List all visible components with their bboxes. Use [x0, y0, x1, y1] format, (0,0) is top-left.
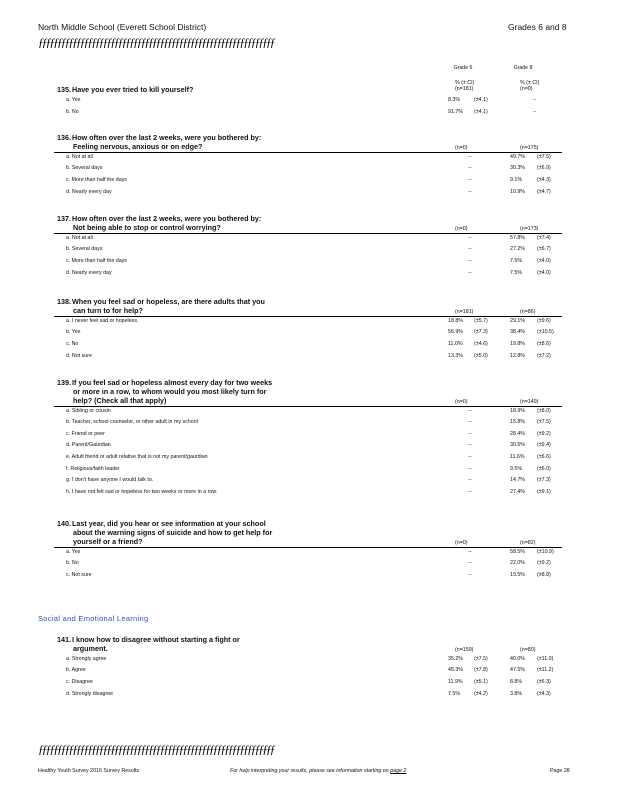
grade8-ci: (±4.3): [537, 177, 551, 183]
grade6-percent: --: [468, 407, 472, 414]
answer-option-label: a. Strongly agree: [66, 655, 107, 662]
school-name: North Middle School (Everett School District): [38, 22, 207, 32]
grade8-percent: 27.2%: [510, 246, 526, 253]
grade8-percent: 18.9%: [510, 407, 526, 414]
grade8-percent: 7.5%: [510, 269, 523, 276]
grade8-percent: 8.8%: [510, 679, 523, 685]
answer-option-label: b. Several days: [66, 246, 103, 253]
grade8-percent: 40.0%: [510, 655, 526, 662]
grade8-percent: 38.4%: [510, 329, 526, 336]
grade6-n-count: (n=0): [455, 144, 468, 151]
grade6-percent: 56.9%: [448, 329, 464, 336]
grade6-header: Grade 6: [453, 65, 473, 71]
grade8-ci: (±7.5): [537, 419, 551, 426]
question-text-line: help? (Check all that apply): [73, 395, 167, 405]
answer-option-label: b. No: [66, 560, 79, 567]
grade8-percent: 14.7%: [510, 477, 526, 484]
grade8-n-count: (n=86): [520, 308, 536, 315]
question-text-line: If you feel sad or hopeless almost every day for two weeks: [72, 378, 273, 387]
grade8-percent: 9.1%: [510, 177, 523, 183]
question-137: [57, 215, 261, 233]
grade6-ci: (±5.7): [474, 317, 488, 324]
grade8-ci: (±7.2): [537, 352, 551, 359]
grade6-percent: 35.2%: [448, 655, 464, 662]
answer-option-label: c. More than half the days: [66, 177, 127, 183]
grade8-ci: (±6.3): [537, 679, 551, 685]
question-135: [57, 86, 193, 95]
grade8-percent: 9.5%: [510, 465, 523, 472]
grade8-percent: 27.4%: [510, 488, 526, 495]
grade6-percent: --: [468, 454, 472, 460]
grade8-percent: 49.7%: [510, 153, 526, 160]
grade8-percent: 19.5%: [510, 571, 526, 578]
question-text-line: or more in a row, to whom would you most likely turn for: [73, 386, 267, 396]
answer-option-label: d. Not sure: [66, 352, 92, 359]
grade8-percent: 30.3%: [510, 165, 526, 172]
grade8-n-count: (n=149): [520, 398, 539, 405]
question-139: [57, 379, 272, 405]
answer-option-label: c. More than half the days: [66, 258, 127, 264]
answer-option-label: b. Agree: [66, 667, 86, 674]
grade8-ci: (±4.3): [537, 690, 551, 697]
grade8-percent: 57.8%: [510, 234, 526, 241]
grade6-pct-ci-label: % (± CI): [455, 80, 475, 86]
question-number: 137.: [57, 214, 71, 223]
grade6-percent: --: [468, 548, 472, 555]
answer-option-label: b. Teacher, school counselor, or other adult in my school: [66, 419, 198, 426]
question-138: [57, 298, 265, 316]
grade6-ci: (±4.1): [474, 97, 488, 103]
grade6-percent: --: [468, 430, 472, 437]
question-136: [57, 134, 261, 152]
grade6-percent: 8.3%: [448, 97, 461, 103]
footer-help-message: For help interpreting your results, please see information starting on: [230, 768, 389, 774]
question-text-line: Feeling nervous, anxious or on edge?: [73, 141, 203, 151]
answer-option-label: d. Strongly disagree: [66, 690, 114, 697]
question-number: 140.: [57, 519, 71, 528]
grade8-ci: (±6.6): [537, 454, 551, 460]
grade6-percent: --: [468, 269, 472, 276]
grade6-percent: --: [468, 153, 472, 160]
answer-option-label: c. No: [66, 341, 79, 347]
grade8-ci: (±10.5): [537, 329, 554, 336]
question-divider: [54, 316, 562, 317]
grade8-percent: 7.5%: [510, 258, 523, 264]
grade8-percent: 15.8%: [510, 419, 526, 426]
question-number: 136.: [57, 133, 71, 142]
grade8-ci: (±6.7): [537, 246, 551, 253]
answer-option-label: b. No: [66, 108, 79, 115]
question-140: [57, 520, 272, 546]
grade6-percent: 18.8%: [448, 317, 464, 324]
grade8-ci: (±11.2): [537, 667, 554, 674]
grade8-n-count: (n=173): [520, 225, 539, 232]
grade6-ci: (±5.0): [474, 352, 488, 359]
answer-option-label: c. Friend or peer: [66, 430, 105, 437]
grade6-ci: (±5.1): [474, 679, 488, 685]
grade6-percent: 45.3%: [448, 667, 464, 674]
grade6-percent: --: [468, 258, 472, 264]
grade8-n-count: (n=175): [520, 144, 539, 151]
answer-option-label: a. Not at all: [66, 153, 93, 160]
grade6-n-count: (n=0): [455, 398, 468, 405]
grade6-percent: --: [468, 234, 472, 241]
bottom-decorative-rule: ƒƒƒƒƒƒƒƒƒƒƒƒƒƒƒƒƒƒƒƒƒƒƒƒƒƒƒƒƒƒƒƒƒƒƒƒƒƒƒƒƒƒƒƒƒƒƒƒƒƒƒƒƒƒƒƒƒƒƒƒƒƒ: [38, 742, 274, 756]
grade8-ci: (±9.6): [537, 317, 551, 324]
question-text-line: can turn to for help?: [73, 305, 143, 315]
answer-option-label: g. I don't have anyone I would talk to.: [66, 477, 154, 484]
answer-option-label: d. Nearly every day: [66, 269, 112, 276]
grade6-percent: --: [468, 246, 472, 253]
grade6-n-count: (n=159): [455, 646, 474, 653]
grade6-percent: --: [468, 465, 472, 472]
grade8-ci: (±4.7): [537, 188, 551, 195]
question-divider: [54, 406, 562, 407]
grade6-n-count: (n=0): [455, 225, 468, 232]
grade6-percent: --: [468, 419, 472, 426]
grade8-ci: (±9.2): [537, 560, 551, 567]
footer-page-link[interactable]: page 2: [390, 768, 407, 774]
grade6-n-count: (n=181): [455, 86, 474, 92]
section-title: Social and Emotional Learning: [38, 614, 149, 623]
grade8-ci: (±9.2): [537, 430, 551, 437]
grade8-ci: (±4.0): [537, 258, 551, 264]
question-number: 138.: [57, 297, 71, 306]
grade8-ci: (±8.6): [537, 341, 551, 347]
grade6-percent: 13.3%: [448, 352, 464, 359]
top-decorative-rule: ƒƒƒƒƒƒƒƒƒƒƒƒƒƒƒƒƒƒƒƒƒƒƒƒƒƒƒƒƒƒƒƒƒƒƒƒƒƒƒƒƒƒƒƒƒƒƒƒƒƒƒƒƒƒƒƒƒƒƒƒƒƒ: [38, 35, 274, 49]
grade8-percent: --: [533, 97, 537, 103]
grade6-percent: --: [468, 188, 472, 195]
grade6-percent: --: [468, 442, 472, 449]
question-text-line: about the warning signs of suicide and how to get help for: [73, 527, 273, 537]
grade8-percent: 29.1%: [510, 317, 526, 324]
grade8-percent: 11.6%: [510, 454, 525, 460]
grade8-percent: 47.5%: [510, 667, 526, 674]
grade8-pct-ci-label: % (± CI): [520, 80, 540, 86]
footer-page-number: Page 28: [550, 768, 570, 774]
question-141: [57, 636, 240, 654]
grade6-ci: (±7.5): [474, 655, 488, 662]
question-number: 139.: [57, 378, 71, 387]
question-divider: [54, 233, 562, 234]
grade8-ci: (±9.1): [537, 488, 551, 495]
question-text-line: Have you ever tried to kill yourself?: [72, 85, 194, 94]
grade8-percent: 30.5%: [510, 442, 526, 449]
answer-option-label: a. Yes: [66, 97, 81, 103]
grade8-ci: (±4.0): [537, 269, 551, 276]
question-number: 135.: [57, 85, 71, 94]
answer-option-label: d. Nearly every day: [66, 188, 112, 195]
question-text-line: Not being able to stop or control worrying?: [73, 222, 221, 232]
answer-option-label: c. Not sure: [66, 571, 92, 578]
grade8-ci: (±10.9): [537, 548, 554, 555]
grade8-ci: (±7.5): [537, 153, 551, 160]
grade8-header: Grade 8: [513, 65, 533, 71]
grade8-percent: --: [533, 108, 537, 115]
grade8-ci: (±7.3): [537, 477, 551, 484]
grade6-ci: (±7.8): [474, 667, 488, 674]
grade8-percent: 28.4%: [510, 430, 526, 437]
question-number: 141.: [57, 635, 71, 644]
grade8-percent: 3.8%: [510, 690, 523, 697]
grade8-ci: (±11.0): [537, 655, 554, 662]
grades-label: Grades 6 and 8: [508, 22, 567, 32]
grade8-percent: 58.5%: [510, 548, 526, 555]
grade6-percent: --: [468, 477, 472, 484]
grade8-n-count: (n=80): [520, 646, 536, 653]
grade6-ci: (±4.6): [474, 341, 488, 347]
answer-option-label: a. Not at all: [66, 234, 93, 241]
grade6-percent: --: [468, 165, 472, 172]
footer-help-text: [230, 768, 406, 774]
question-divider: [54, 547, 562, 548]
grade8-n-count: (n=0): [520, 86, 533, 92]
grade8-percent: 19.8%: [510, 341, 526, 347]
answer-option-label: a. Sibling or cousin: [66, 407, 111, 414]
answer-option-label: h. I have not felt sad or hopeless for two weeks or more in a row.: [66, 488, 218, 495]
question-text-line: I know how to disagree without starting a fight or: [72, 635, 240, 644]
question-text-line: How often over the last 2 weeks, were you bothered by:: [72, 214, 262, 223]
answer-option-label: d. Parent/Gaurdian: [66, 442, 111, 449]
grade6-ci: (±4.2): [474, 690, 488, 697]
grade8-ci: (±7.4): [537, 234, 551, 241]
grade6-percent: --: [468, 488, 472, 495]
grade6-percent: 7.5%: [448, 690, 461, 697]
question-text-line: How often over the last 2 weeks, were you bothered by:: [72, 133, 262, 142]
question-text-line: yourself or a friend?: [73, 536, 143, 546]
grade6-percent: 11.0%: [448, 341, 463, 347]
grade6-percent: --: [468, 560, 472, 567]
grade6-n-count: (n=0): [455, 539, 468, 546]
grade6-percent: --: [468, 571, 472, 578]
footer-survey-title: Healthy Youth Survey 2016 Survey Results: [38, 768, 139, 774]
grade8-percent: 12.8%: [510, 352, 526, 359]
answer-option-label: a. I never feel sad or hopeless.: [66, 317, 139, 324]
grade8-n-count: (n=82): [520, 539, 536, 546]
grade6-n-count: (n=181): [455, 308, 474, 315]
grade8-ci: (±6.9): [537, 165, 551, 172]
question-text-line: When you feel sad or hopeless, are there adults that you: [72, 297, 265, 306]
grade8-ci: (±8.0): [537, 407, 551, 414]
grade6-ci: (±7.3): [474, 329, 488, 336]
question-divider: [54, 152, 562, 153]
question-text-line: Last year, did you hear or see information at your school: [72, 519, 266, 528]
question-text-line: argument.: [73, 643, 108, 653]
answer-option-label: e. Adult friend or adult relative that is not my parent/gaurdian: [66, 454, 208, 460]
grade8-ci: (±8.8): [537, 571, 551, 578]
grade6-percent: 11.9%: [448, 679, 463, 685]
grade6-ci: (±4.1): [474, 108, 488, 115]
grade6-percent: 91.7%: [448, 108, 464, 115]
grade8-ci: (±6.0): [537, 465, 551, 472]
grade8-percent: 10.9%: [510, 188, 526, 195]
grade8-percent: 22.0%: [510, 560, 526, 567]
answer-option-label: b. Yes: [66, 329, 81, 336]
answer-option-label: f. Religious/faith leader: [66, 465, 120, 472]
answer-option-label: c. Disagree: [66, 679, 93, 685]
answer-option-label: a. Yes: [66, 548, 81, 555]
answer-option-label: b. Several days: [66, 165, 103, 172]
grade6-percent: --: [468, 177, 472, 183]
grade8-ci: (±9.4): [537, 442, 551, 449]
